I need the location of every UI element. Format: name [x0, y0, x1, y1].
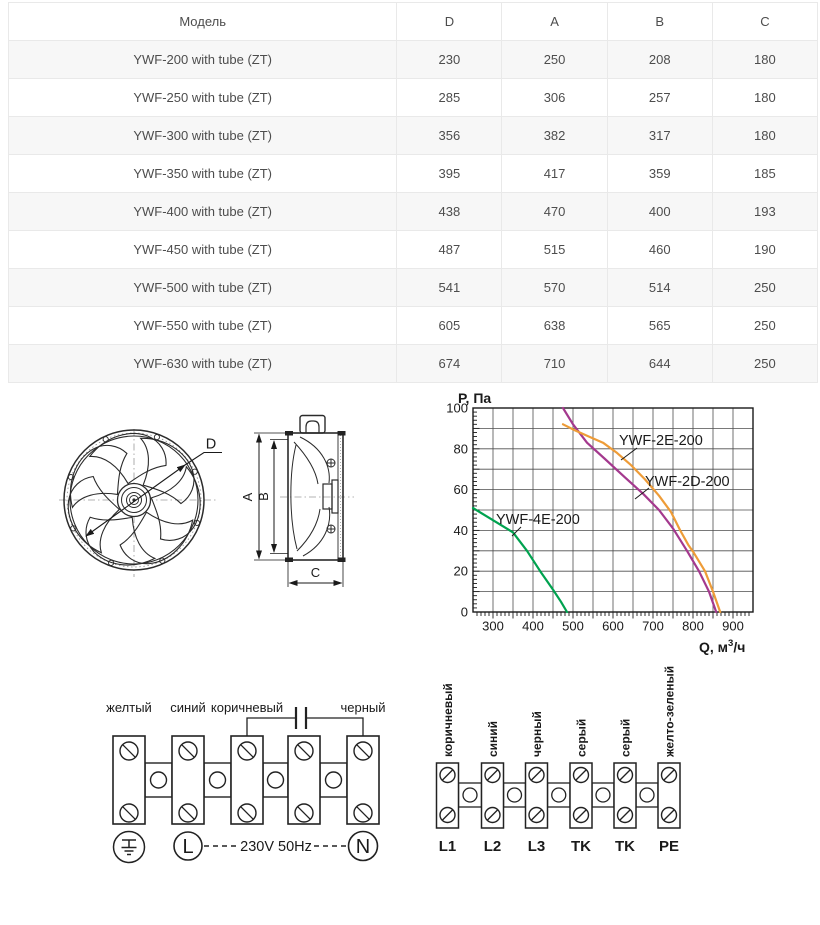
wire-color-label: серый — [574, 718, 589, 757]
terminal-bridge — [592, 783, 614, 807]
series-annotation — [619, 433, 703, 460]
dimensions-table — [8, 2, 818, 383]
terminal-block — [614, 763, 636, 828]
model-cell: YWF-550 with tube (ZT) — [9, 307, 397, 345]
terminal-bridge — [145, 763, 172, 797]
svg-text:900: 900 — [722, 618, 744, 634]
terminal-name-label: TK — [615, 838, 635, 855]
dimension-cell: 565 — [607, 307, 712, 345]
model-cell: YWF-200 with tube (ZT) — [9, 41, 397, 79]
dimension-cell: 460 — [607, 231, 712, 269]
series-label: YWF-2E-200 — [619, 433, 703, 449]
terminal-block — [526, 763, 548, 828]
fan-front-view-drawing — [55, 405, 230, 590]
svg-text:100: 100 — [446, 400, 468, 416]
fan-hub — [118, 484, 151, 517]
terminal-block — [570, 763, 592, 828]
column-header-A: A — [502, 3, 607, 41]
terminal-block — [347, 736, 379, 824]
model-cell: YWF-500 with tube (ZT) — [9, 269, 397, 307]
terminal-block — [658, 763, 680, 828]
dimension-cell: 285 — [397, 79, 502, 117]
table-row — [9, 79, 818, 117]
series-annotation — [635, 474, 730, 499]
model-cell: YWF-400 with tube (ZT) — [9, 193, 397, 231]
terminal-name-label: L3 — [527, 838, 546, 855]
dimension-cell: 317 — [607, 117, 712, 155]
dimension-cell: 180 — [712, 79, 817, 117]
phase-label: L — [182, 836, 194, 858]
terminal-name-label: TK — [571, 838, 591, 855]
svg-text:60: 60 — [453, 482, 468, 498]
diameter-dimension-label: D — [205, 436, 217, 453]
flange-tabs — [285, 431, 346, 562]
dimension-cell: 417 — [502, 155, 607, 193]
svg-text:400: 400 — [522, 618, 544, 634]
dimension-cell: 193 — [712, 193, 817, 231]
dimension-cell: 230 — [397, 41, 502, 79]
terminal-block — [172, 736, 204, 824]
dimension-cell: 400 — [607, 193, 712, 231]
x-axis-tick-labels — [482, 619, 744, 634]
table-row — [9, 155, 818, 193]
table-row — [9, 231, 818, 269]
terminal-bridge — [204, 763, 231, 797]
dimension-cell: 250 — [712, 345, 817, 383]
column-header-C: C — [712, 3, 817, 41]
terminal-bridge — [548, 783, 571, 807]
dimension-cell: 306 — [502, 79, 607, 117]
dimension-cell: 382 — [502, 117, 607, 155]
terminal-block — [288, 736, 320, 824]
dimension-cell: 644 — [607, 345, 712, 383]
dimension-cell: 710 — [502, 345, 607, 383]
series-label: YWF-2D-200 — [645, 474, 730, 490]
fan-side-view-drawing — [240, 403, 360, 598]
terminal-name-label: L1 — [438, 838, 457, 855]
svg-text:40: 40 — [453, 522, 468, 538]
table-row — [9, 41, 818, 79]
dimension-cell: 359 — [607, 155, 712, 193]
wire-color-label: коричневый — [441, 683, 455, 757]
terminal-block — [437, 763, 459, 828]
terminal-bridge — [263, 763, 288, 797]
dimension-cell: 356 — [397, 117, 502, 155]
series-annotation — [496, 512, 580, 536]
series-label: YWF-4E-200 — [496, 512, 580, 528]
terminal-block — [482, 763, 504, 828]
wiring-diagram-three-phase — [425, 665, 715, 860]
height-dimension-label: A — [240, 492, 255, 502]
curve-YWF-2E-200 — [563, 424, 720, 612]
wire-color-label: синий — [486, 720, 500, 757]
dimension-cell: 674 — [397, 345, 502, 383]
wire-color-label: серый — [618, 718, 633, 757]
wire-color-label: синий — [170, 700, 206, 715]
voltage-label: 230V 50Hz — [240, 839, 312, 855]
column-header-B: B — [607, 3, 712, 41]
dimension-cell: 514 — [607, 269, 712, 307]
column-header-D: D — [397, 3, 502, 41]
wire-color-label: черный — [530, 711, 544, 757]
svg-text:300: 300 — [482, 618, 504, 634]
wire-color-label: желтый — [106, 700, 152, 715]
terminal-block — [113, 736, 145, 824]
table-row — [9, 307, 818, 345]
svg-text:20: 20 — [453, 563, 468, 579]
terminal-box — [300, 416, 325, 434]
chart-grid — [473, 408, 753, 612]
table-row — [9, 269, 818, 307]
dimension-cell: 257 — [607, 79, 712, 117]
model-cell: YWF-300 with tube (ZT) — [9, 117, 397, 155]
fan-tube-body — [288, 433, 343, 560]
svg-text:0: 0 — [460, 604, 468, 620]
neutral-label: N — [355, 836, 371, 858]
terminal-bridge — [320, 763, 347, 797]
terminal-block — [231, 736, 263, 824]
dimension-cell: 515 — [502, 231, 607, 269]
svg-text:800: 800 — [682, 618, 704, 634]
dimension-cell: 487 — [397, 231, 502, 269]
dimension-cell: 570 — [502, 269, 607, 307]
wiring-diagram-single-phase — [85, 690, 415, 870]
dimension-cell: 185 — [712, 155, 817, 193]
performance-chart — [433, 390, 820, 662]
wire-color-label: желто-зеленый — [662, 665, 677, 757]
dimension-cell: 541 — [397, 269, 502, 307]
model-cell: YWF-630 with tube (ZT) — [9, 345, 397, 383]
y-axis-tick-labels — [446, 401, 468, 620]
table-row — [9, 193, 818, 231]
dimension-cell: 470 — [502, 193, 607, 231]
terminal-bridge — [636, 783, 658, 807]
inner-height-dimension-label: B — [256, 492, 271, 501]
terminal-name-label: L2 — [483, 838, 502, 855]
table-header-row — [9, 3, 818, 41]
x-axis-title: Q, $м^3/ч$ — [699, 638, 746, 655]
model-cell: YWF-350 with tube (ZT) — [9, 155, 397, 193]
dimension-cell: 190 — [712, 231, 817, 269]
column-header-model: Модель — [9, 3, 397, 41]
dimension-cell: 250 — [712, 269, 817, 307]
wire-color-label: коричневый — [210, 700, 284, 715]
dimension-cell: 605 — [397, 307, 502, 345]
dimension-cell: 180 — [712, 117, 817, 155]
depth-dimension-label: C — [310, 565, 321, 580]
impeller-side-profile — [291, 437, 338, 556]
terminal-bridge — [459, 783, 482, 807]
y-axis-title: P, Па — [458, 390, 492, 406]
diameter-dimension — [86, 437, 222, 537]
terminal-bridge — [504, 783, 526, 807]
dimension-cell: 250 — [502, 41, 607, 79]
dimension-cell: 208 — [607, 41, 712, 79]
table-row — [9, 345, 818, 383]
svg-text:600: 600 — [602, 618, 624, 634]
ground-symbol-icon — [114, 832, 145, 863]
svg-text:500: 500 — [562, 618, 584, 634]
model-cell: YWF-250 with tube (ZT) — [9, 79, 397, 117]
model-cell: YWF-450 with tube (ZT) — [9, 231, 397, 269]
svg-text:700: 700 — [642, 618, 664, 634]
wire-color-label: черный — [340, 700, 386, 715]
dimension-cell: 638 — [502, 307, 607, 345]
neutral-terminal — [349, 832, 378, 861]
dimension-cell: 250 — [712, 307, 817, 345]
dimension-cell: 180 — [712, 41, 817, 79]
table-row — [9, 117, 818, 155]
terminal-name-label: PE — [658, 838, 680, 855]
phase-terminal — [174, 832, 202, 860]
dimension-cell: 395 — [397, 155, 502, 193]
svg-text:80: 80 — [453, 441, 468, 457]
dimension-cell: 438 — [397, 193, 502, 231]
